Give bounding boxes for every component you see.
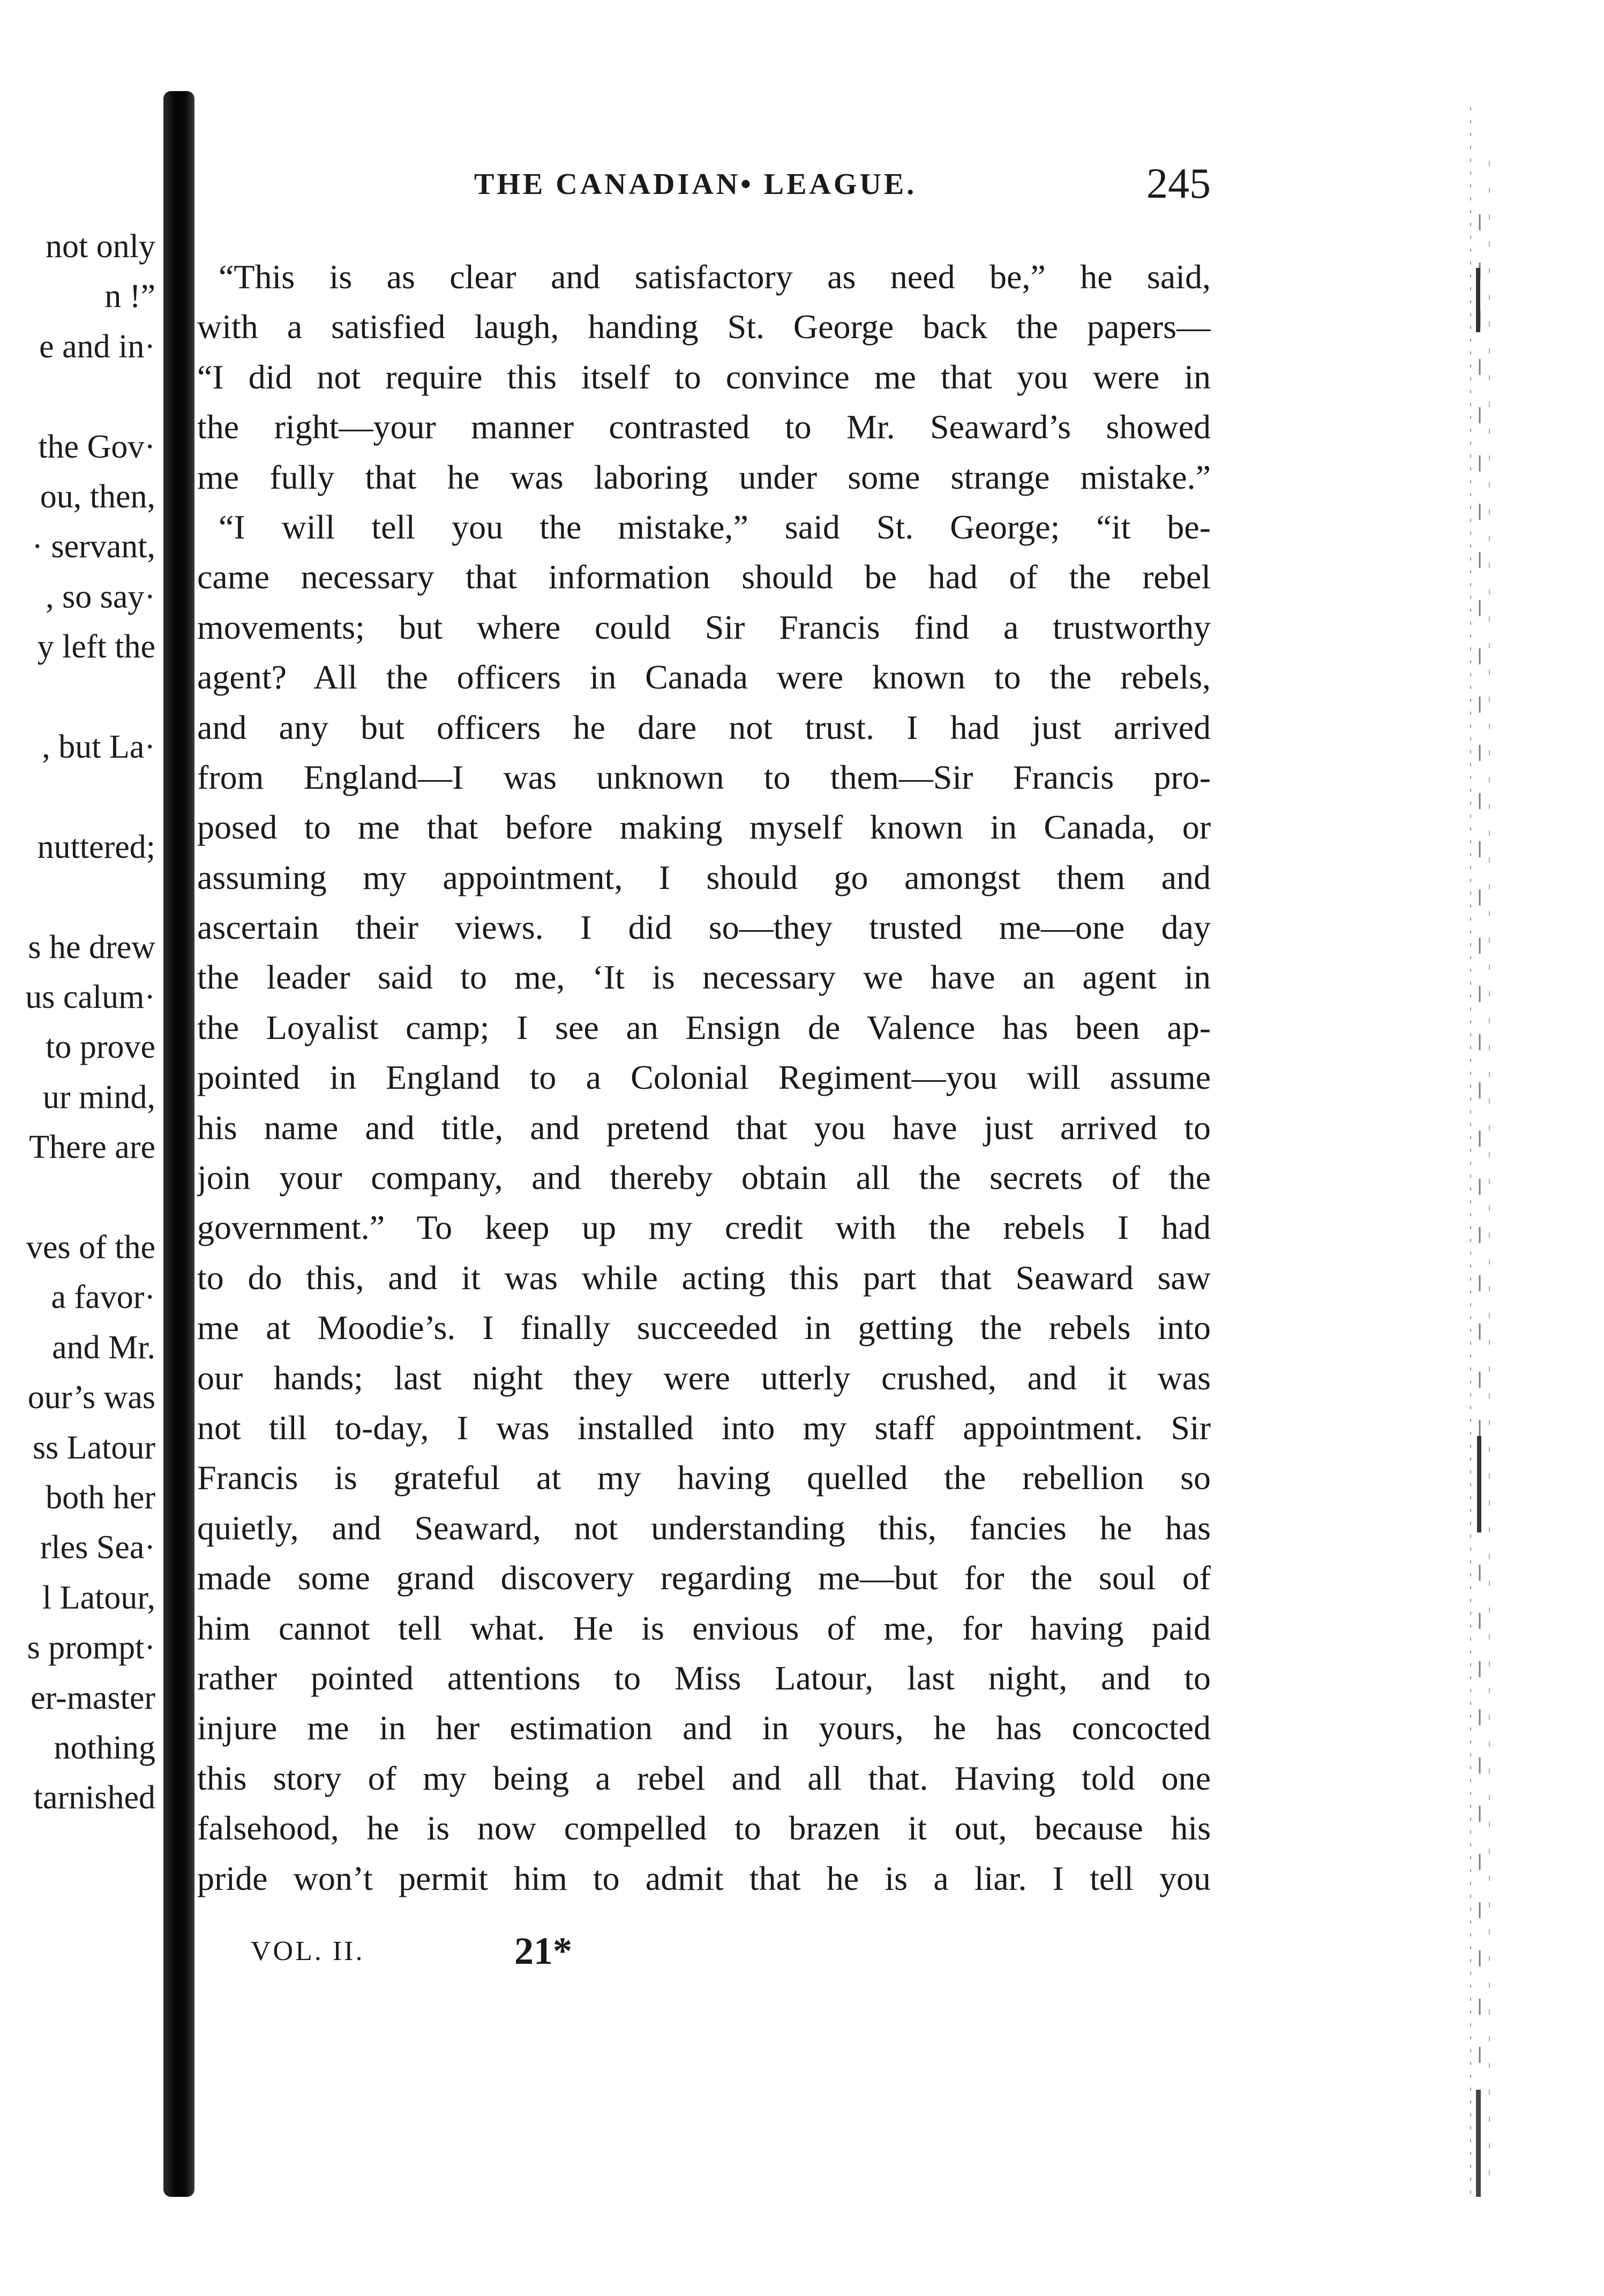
page-edge-mark [1476, 2090, 1481, 2197]
text-line: assuming my appointment, I should go amongst them and [197, 858, 1211, 896]
text-line: me at Moodie’s. I finally succeeded in getting the rebels into [197, 1308, 1211, 1347]
facing-page-line: both her [46, 1479, 155, 1516]
text-line: movements; but where could Sir Francis find a trustworthy [197, 608, 1211, 646]
running-head [204, 160, 1211, 219]
text-line: the leader said to me, ‘It is necessary we have an agent in [197, 958, 1211, 997]
signature-mark: 21* [514, 1929, 572, 1972]
facing-page-line: There are [29, 1129, 155, 1166]
text-line: “I did not require this itself to convince me that you were in [197, 357, 1211, 396]
text-line: the right—your manner contrasted to Mr. Seaward’s showed [197, 408, 1211, 446]
facing-page-line: not only [46, 228, 155, 265]
text-line: this story of my being a rebel and all that. Having told one [197, 1759, 1211, 1797]
page-edge-marks [1446, 107, 1511, 2197]
facing-page-line: ou, then, [40, 478, 155, 515]
text-line: “This is as clear and satisfactory as need be,” he said, [219, 258, 1211, 296]
text-line: me fully that he was laboring under some strange mistake.” [197, 458, 1211, 496]
text-line: his name and title, and pretend that you have just arrived to [197, 1108, 1211, 1147]
facing-page-line: the Gov· [38, 428, 155, 465]
text-line: quietly, and Seaward, not understanding this, fancies he has [197, 1508, 1211, 1547]
facing-page-line: nuttered; [37, 828, 155, 865]
text-line: the Loyalist camp; I see an Ensign de Valence has been ap- [197, 1008, 1211, 1046]
volume-label: VOL. II. [251, 1936, 365, 1966]
facing-page-line: nothing [54, 1730, 155, 1766]
page-number: 245 [1146, 160, 1211, 207]
running-title: THE CANADIAN• LEAGUE. [474, 168, 917, 201]
text-line: and any but officers he dare not trust. I had just arrived [197, 708, 1211, 746]
text-line: not till to-day, I was installed into my staff appointment. Sir [197, 1408, 1211, 1447]
facing-page-line: , but La· [42, 729, 155, 765]
text-line: Francis is grateful at my having quelled the rebellion so [197, 1459, 1211, 1497]
text-line: government.” To keep up my credit with the rebels I had [197, 1208, 1211, 1247]
facing-page-line: ves of the [26, 1229, 155, 1266]
text-line: “I will tell you the mistake,” said St. George; “it be- [219, 507, 1211, 546]
facing-page-line: er-master [31, 1679, 155, 1716]
facing-page-line: our’s was [27, 1379, 155, 1416]
facing-page-line: l Latour, [42, 1579, 155, 1616]
page-edge-mark [1476, 268, 1480, 332]
text-line: pride won’t permit him to admit that he is a liar. I tell you [197, 1859, 1211, 1897]
text-line: with a satisfied laugh, handing St. George back the papers— [197, 308, 1211, 346]
text-line: injure me in her estimation and in yours, he has concocted [197, 1709, 1211, 1747]
text-line: made some grand discovery regarding me—but for the soul of [197, 1559, 1211, 1597]
text-line: came necessary that information should be had of the rebel [197, 558, 1211, 596]
facing-page-line: ss Latour [32, 1429, 155, 1466]
facing-page-line: n !” [104, 278, 155, 315]
body-text [197, 252, 1211, 1903]
text-line: rather pointed attentions to Miss Latour, last night, and to [197, 1658, 1211, 1697]
page-edge-mark [1477, 1436, 1481, 1532]
facing-page-line: us calum· [25, 979, 155, 1015]
facing-page-line: ur mind, [42, 1079, 155, 1116]
facing-page-line: a favor· [51, 1279, 155, 1316]
facing-page-line: , so say· [46, 578, 155, 615]
text-line: our hands; last night they were utterly crushed, and it was [197, 1358, 1211, 1397]
facing-page-fragments [0, 225, 155, 1833]
signature-line [236, 1929, 718, 1983]
text-line: agent? All the officers in Canada were known to the rebels, [197, 658, 1211, 697]
text-line: join your company, and thereby obtain all the secrets of the [197, 1158, 1211, 1197]
facing-page-line: rles Sea· [40, 1529, 155, 1566]
text-line: from England—I was unknown to them—Sir Francis pro- [197, 758, 1211, 796]
text-line: him cannot tell what. He is envious of me, for having paid [197, 1609, 1211, 1647]
text-line: to do this, and it was while acting this part that Seaward saw [197, 1258, 1211, 1297]
facing-page-line: to prove [46, 1029, 155, 1066]
facing-page-line: y left the [37, 629, 155, 665]
facing-page-line: and Mr. [52, 1329, 155, 1366]
facing-page-line: s prompt· [27, 1629, 155, 1666]
facing-page-line: e and in· [39, 328, 155, 365]
facing-page-line: tarnished [33, 1779, 155, 1816]
facing-page-line: · servant, [32, 528, 155, 565]
text-line: pointed in England to a Colonial Regiment—you will assume [197, 1058, 1211, 1097]
text-line: posed to me that before making myself known in Canada, or [197, 808, 1211, 847]
text-line: ascertain their views. I did so—they trusted me—one day [197, 908, 1211, 947]
facing-page-line: s he drew [28, 929, 155, 966]
text-line: falsehood, he is now compelled to brazen it out, because his [197, 1809, 1211, 1848]
book-gutter-shadow [163, 91, 194, 2197]
